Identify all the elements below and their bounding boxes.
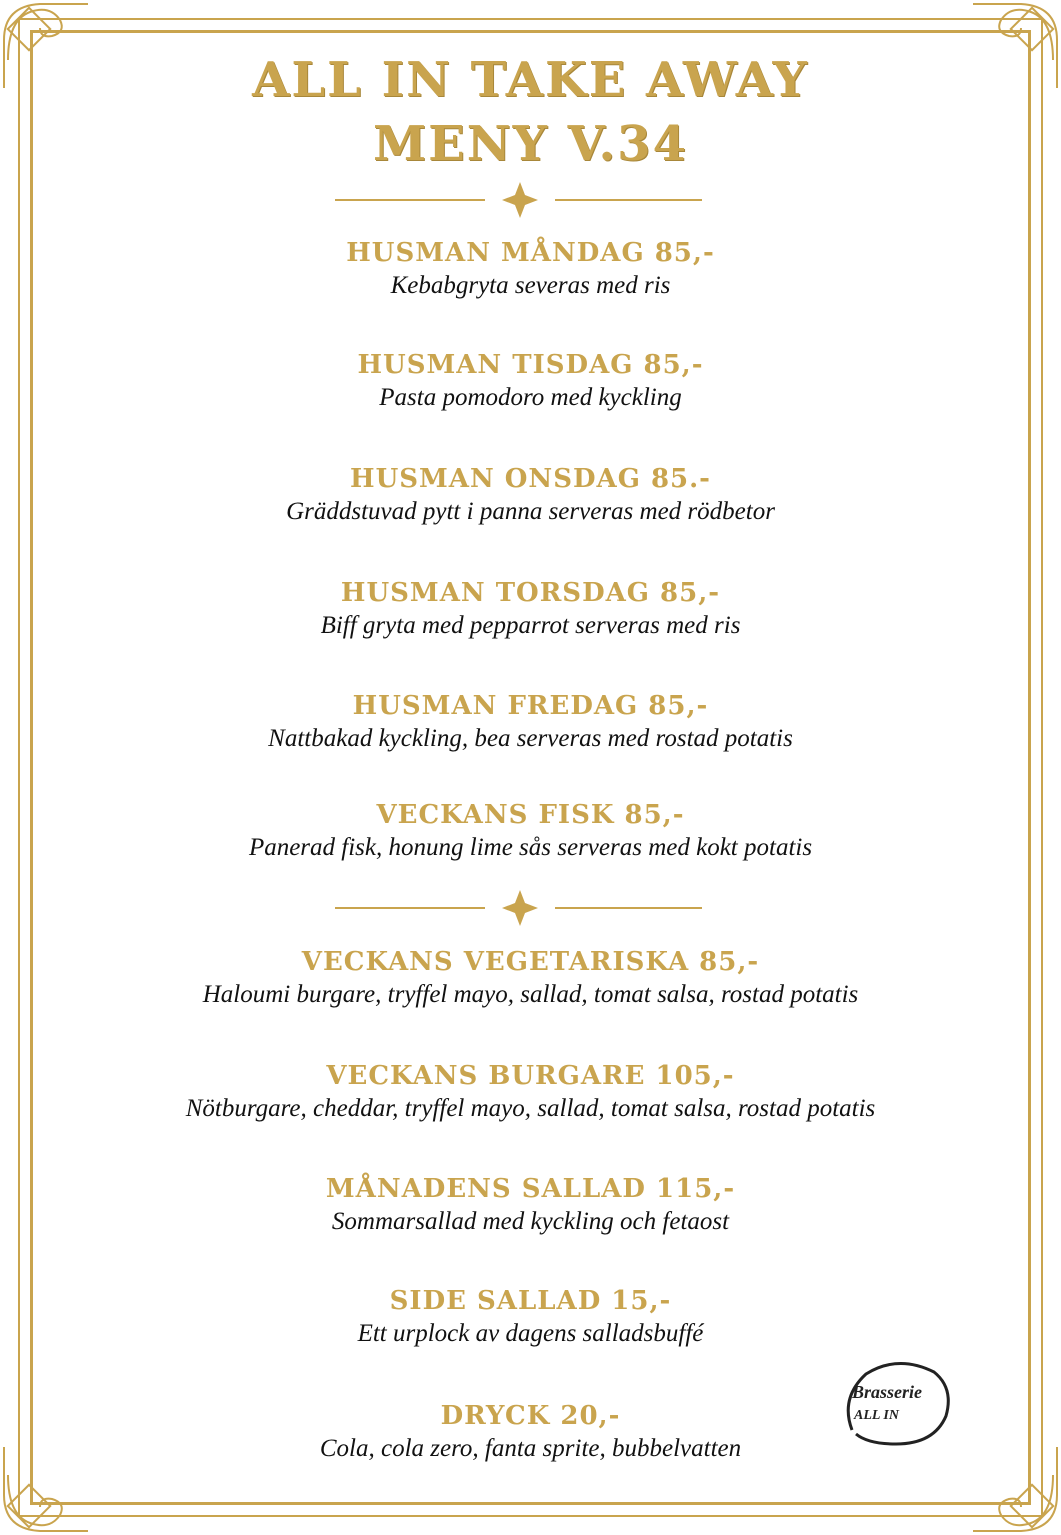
item-heading: DRYCK 20,- — [440, 1401, 621, 1431]
logo-line1: Brasserie — [852, 1382, 923, 1402]
divider-star-icon — [330, 888, 730, 928]
menu-item — [0, 1059, 1061, 1125]
item-heading: VECKANS BURGARE 105,- — [326, 1061, 735, 1091]
item-heading: SIDE SALLAD 15,- — [389, 1286, 672, 1316]
item-heading: HUSMAN FREDAG 85,- — [352, 691, 709, 721]
menu-item — [0, 1172, 1061, 1238]
menu-item — [0, 348, 1061, 414]
logo-line2: ALL IN — [854, 1408, 899, 1423]
menu-item — [0, 462, 1061, 528]
logo-ring-icon — [838, 1358, 956, 1448]
menu-item — [0, 236, 1061, 302]
menu-item — [0, 576, 1061, 642]
item-description: Haloumi burgare, tryffel mayo, sallad, tomat salsa, rostad potatis — [202, 981, 859, 1008]
item-heading: VECKANS FISK 85,- — [376, 800, 685, 830]
item-description: Biff gryta med pepparrot serveras med ris — [320, 612, 741, 639]
item-description: Sommarsallad med kyckling och fetaost — [331, 1208, 730, 1235]
item-heading: VECKANS VEGETARISKA 85,- — [301, 947, 760, 977]
item-heading: HUSMAN TISDAG 85,- — [357, 350, 704, 380]
item-heading: HUSMAN ONSDAG 85.- — [350, 464, 711, 494]
item-heading: HUSMAN MÅNDAG 85,- — [346, 238, 715, 268]
item-description: Nattbakad kyckling, bea serveras med rostad potatis — [268, 725, 793, 752]
item-description: Cola, cola zero, fanta sprite, bubbelvatten — [319, 1435, 742, 1462]
brasserie-logo — [838, 1358, 956, 1448]
item-heading: MÅNADENS SALLAD 115,- — [325, 1174, 736, 1204]
item-description: Nötburgare, cheddar, tryffel mayo, sallad, tomat salsa, rostad potatis — [185, 1095, 876, 1122]
menu-item — [0, 1284, 1061, 1350]
item-description: Ett urplock av dagens salladsbuffé — [357, 1320, 704, 1347]
menu-item — [0, 689, 1061, 755]
menu-item — [0, 798, 1061, 864]
menu-title: ALL IN TAKE AWAY — [252, 52, 809, 108]
menu-subtitle: MENY V.34 — [373, 116, 688, 172]
item-heading: HUSMAN TORSDAG 85,- — [340, 578, 721, 608]
menu-item — [0, 945, 1061, 1011]
divider-star-icon — [330, 180, 730, 220]
item-description: Gräddstuvad pytt i panna serveras med rödbetor — [286, 498, 775, 525]
item-description: Kebabgryta severas med ris — [390, 272, 671, 299]
item-description: Panerad fisk, honung lime sås serveras med kokt potatis — [248, 834, 813, 861]
item-description: Pasta pomodoro med kyckling — [379, 384, 682, 411]
